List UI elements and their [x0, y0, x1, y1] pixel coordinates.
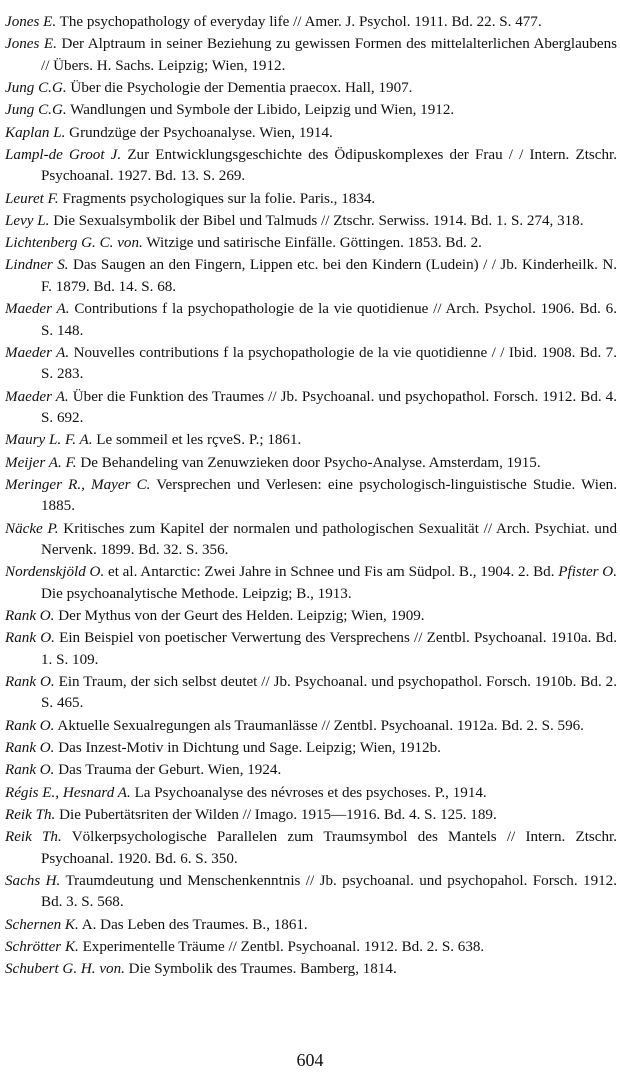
- bibliography-entry: [5, 628, 617, 671]
- entry-author: Jones E.: [5, 36, 57, 53]
- entry-author: Lindner S.: [5, 257, 69, 274]
- entry-author: Jung C.G.: [5, 80, 67, 96]
- entry-author: Maury L. F. A.: [5, 432, 93, 449]
- page-number: 604: [296, 1050, 324, 1070]
- bibliography-entry: [5, 937, 617, 958]
- bibliography-entry: [5, 12, 617, 33]
- entry-author: Nordenskjöld O.: [5, 564, 105, 581]
- entry-author: Leuret F.: [5, 190, 59, 207]
- bibliography-entry: [5, 255, 617, 298]
- entry-author: Pfister O.: [558, 564, 617, 581]
- entry-author: Régis E., Hesnard A.: [5, 784, 131, 801]
- bibliography-entry: [5, 189, 617, 210]
- entry-author: Rank O.: [5, 762, 55, 779]
- bibliography-entry: [5, 672, 617, 715]
- entry-author: Reik Th.: [5, 829, 62, 846]
- bibliography-entry: [5, 738, 617, 759]
- bibliography-entry: [5, 871, 617, 914]
- entry-text: Die psychoanalytische Methode. Leipzig; B., 1913.: [41, 585, 352, 602]
- entry-text: Witzige und satirische Einfälle. Göttingen. 1853. Bd. 2.: [146, 235, 482, 252]
- entry-author: Lampl-de Groot J.: [5, 146, 122, 163]
- entry-text: Versprechen und Verlesen: eine psychologisch-linguistische Studie. Wien. 1885.: [41, 476, 617, 515]
- entry-text: Ein Beispiel von poetischer Verwertung des Versprechens // Zentbl. Psychoanal. 1910a. Bd. 1. S. 109.: [41, 630, 617, 668]
- entry-author: Lichtenberg G. C. von.: [5, 235, 143, 252]
- bibliography-entry: [5, 100, 617, 121]
- bibliography-entry: [5, 606, 617, 627]
- entry-text: Über die Psychologie der Dementia praecox. Hall, 1907.: [70, 80, 413, 96]
- entry-text: Nouvelles contributions f la psychopathologie de la vie quotidienne / / Ibid. 1908. Bd. 7. S. 283.: [41, 344, 618, 383]
- bibliography-entry: [5, 34, 617, 77]
- bibliography-entry: [5, 519, 617, 562]
- entry-author: Maeder A.: [5, 388, 69, 405]
- entry-text: Über die Funktion des Traumes // Jb. Psychoanal. und psychopathol. Forsch. 1912. Bd. 4. S. 692.: [41, 388, 618, 426]
- bibliography-entry: [5, 145, 617, 188]
- entry-author: Rank O.: [5, 608, 55, 624]
- entry-text: Der Alptraum in seiner Beziehung zu gewissen Formen des mittelalterlichen Aberglaubens // Übers. H. Sachs. Leipzig; Wien, 1912.: [41, 36, 617, 74]
- entry-text: Experimentelle Träume // Zentbl. Psychoanal. 1912. Bd. 2. S. 638.: [82, 938, 485, 955]
- entry-author: Maeder A.: [5, 301, 70, 318]
- bibliography-entry: [5, 475, 617, 518]
- entry-text: Grundzüge der Psychoanalyse. Wien, 1914.: [69, 124, 333, 141]
- bibliography-entry: [5, 760, 617, 781]
- entry-author: Maeder A.: [5, 344, 70, 361]
- bibliography-entry: [5, 805, 617, 826]
- entry-author: Näcke P.: [5, 520, 59, 537]
- bibliography-entry: [5, 453, 617, 474]
- entry-author: Rank O.: [5, 674, 55, 690]
- entry-text: Das Inzest-Motiv in Dichtung und Sage. Leipzig; Wien, 1912b.: [58, 740, 441, 756]
- entry-text: Wandlungen und Symbole der Libido, Leipzig und Wien, 1912.: [70, 102, 455, 119]
- entry-author: Reik Th.: [5, 806, 56, 823]
- entry-text: Die Pubertätsriten der Wilden // Imago. 1915—1916. Bd. 4. S. 125. 189.: [59, 806, 497, 823]
- entry-text: Zur Entwicklungsgeschichte des Ödipuskomplexes der Frau / / Intern. Ztschr. Psychoanal. 1927. Bd. 13. S. 269.: [41, 146, 617, 185]
- entry-text: A. Das Leben des Traumes. B., 1861.: [81, 916, 308, 933]
- bibliography-entry: [5, 123, 617, 144]
- entry-text: Le sommeil et les rçveS. P.; 1861.: [96, 432, 302, 449]
- entry-text: Contributions f la psychopathologie de la vie quotidienue // Arch. Psychol. 1906. Bd. 6. S. 148.: [41, 301, 617, 339]
- bibliography-entry: [5, 299, 617, 342]
- entry-text: et al. Antarctic: Zwei Jahre in Schnee und Fis am Südpol. B., 1904. 2. Bd.: [108, 564, 555, 581]
- entry-text: Das Trauma der Geburt. Wien, 1924.: [58, 762, 282, 779]
- entry-author: Levy L.: [5, 212, 50, 229]
- bibliography-entry: [5, 78, 617, 99]
- bibliography-entry: [5, 915, 617, 936]
- entry-text: Traumdeutung und Menschenkenntnis // Jb. psychoanal. und psychopahol. Forsch. 1912. Bd. 3. S. 568.: [41, 872, 617, 911]
- entry-author: Schernen K.: [5, 916, 79, 933]
- bibliography-entry: [5, 827, 617, 870]
- entry-author: Jones E.: [5, 14, 57, 30]
- entry-author: Jung C.G.: [5, 102, 67, 119]
- entry-text: Fragments psychologiques sur la folie. Paris., 1834.: [62, 190, 376, 207]
- entry-author: Meringer R., Mayer C.: [5, 476, 151, 493]
- bibliography-entry: [5, 716, 617, 737]
- entry-author: Rank O.: [5, 740, 55, 756]
- bibliography-entry: [5, 562, 617, 605]
- entry-text: Ein Traum, der sich selbst deutet // Jb. Psychoanal. und psychopathol. Forsch. 1910b. Bd. 2. S. 465.: [41, 674, 617, 712]
- bibliography-entry: [5, 387, 617, 430]
- entry-text: Aktuelle Sexualregungen als Traumanlässe // Zentbl. Psychoanal. 1912a. Bd. 2. S. 596.: [57, 717, 584, 734]
- entry-text: Kritisches zum Kapitel der normalen und pathologischen Sexualität // Arch. Psychiat. und Nervenk. 1899. Bd. 32. S. 356.: [41, 520, 617, 558]
- bibliography-entry: [5, 959, 617, 980]
- entry-text: Der Mythus von der Geurt des Helden. Leipzig; Wien, 1909.: [58, 608, 425, 624]
- entry-author: Kaplan L.: [5, 124, 66, 141]
- entry-author: Schubert G. H. von.: [5, 961, 125, 978]
- entry-text: De Behandeling van Zenuwzieken door Psycho-Analyse. Amsterdam, 1915.: [80, 454, 541, 471]
- entry-author: Meijer A. F.: [5, 454, 77, 471]
- entry-text: Das Saugen an den Fingern, Lippen etc. bei den Kindern (Ludein) / / Jb. Kinderheilk. N. F. 1879. Bd. 14. S. 68.: [41, 257, 617, 295]
- entry-text: Die Sexualsymbolik der Bibel und Talmuds // Ztschr. Serwiss. 1914. Bd. 1. S. 274, 318.: [53, 212, 584, 229]
- entry-text: Völkerpsychologische Parallelen zum Traumsymbol des Mantels // Intern. Ztschr. Psychoanal. 1920. Bd. 6. S. 350.: [41, 829, 617, 867]
- entry-author: Rank O.: [5, 630, 55, 647]
- entry-text: Die Symbolik des Traumes. Bamberg, 1814.: [128, 961, 397, 978]
- entry-text: La Psychoanalyse des névroses et des psychoses. P., 1914.: [134, 784, 487, 801]
- bibliography-list: [5, 12, 617, 981]
- entry-author: Schrötter K.: [5, 938, 79, 955]
- entry-author: Rank O.: [5, 717, 55, 734]
- entry-text: The psychopathology of everyday life // Amer. J. Psychol. 1911. Bd. 22. S. 477.: [59, 14, 542, 30]
- bibliography-entry: [5, 343, 617, 386]
- entry-author: Sachs H.: [5, 872, 61, 889]
- bibliography-entry: [5, 211, 617, 232]
- bibliography-entry: [5, 233, 617, 254]
- bibliography-entry: [5, 430, 617, 451]
- bibliography-entry: [5, 783, 617, 804]
